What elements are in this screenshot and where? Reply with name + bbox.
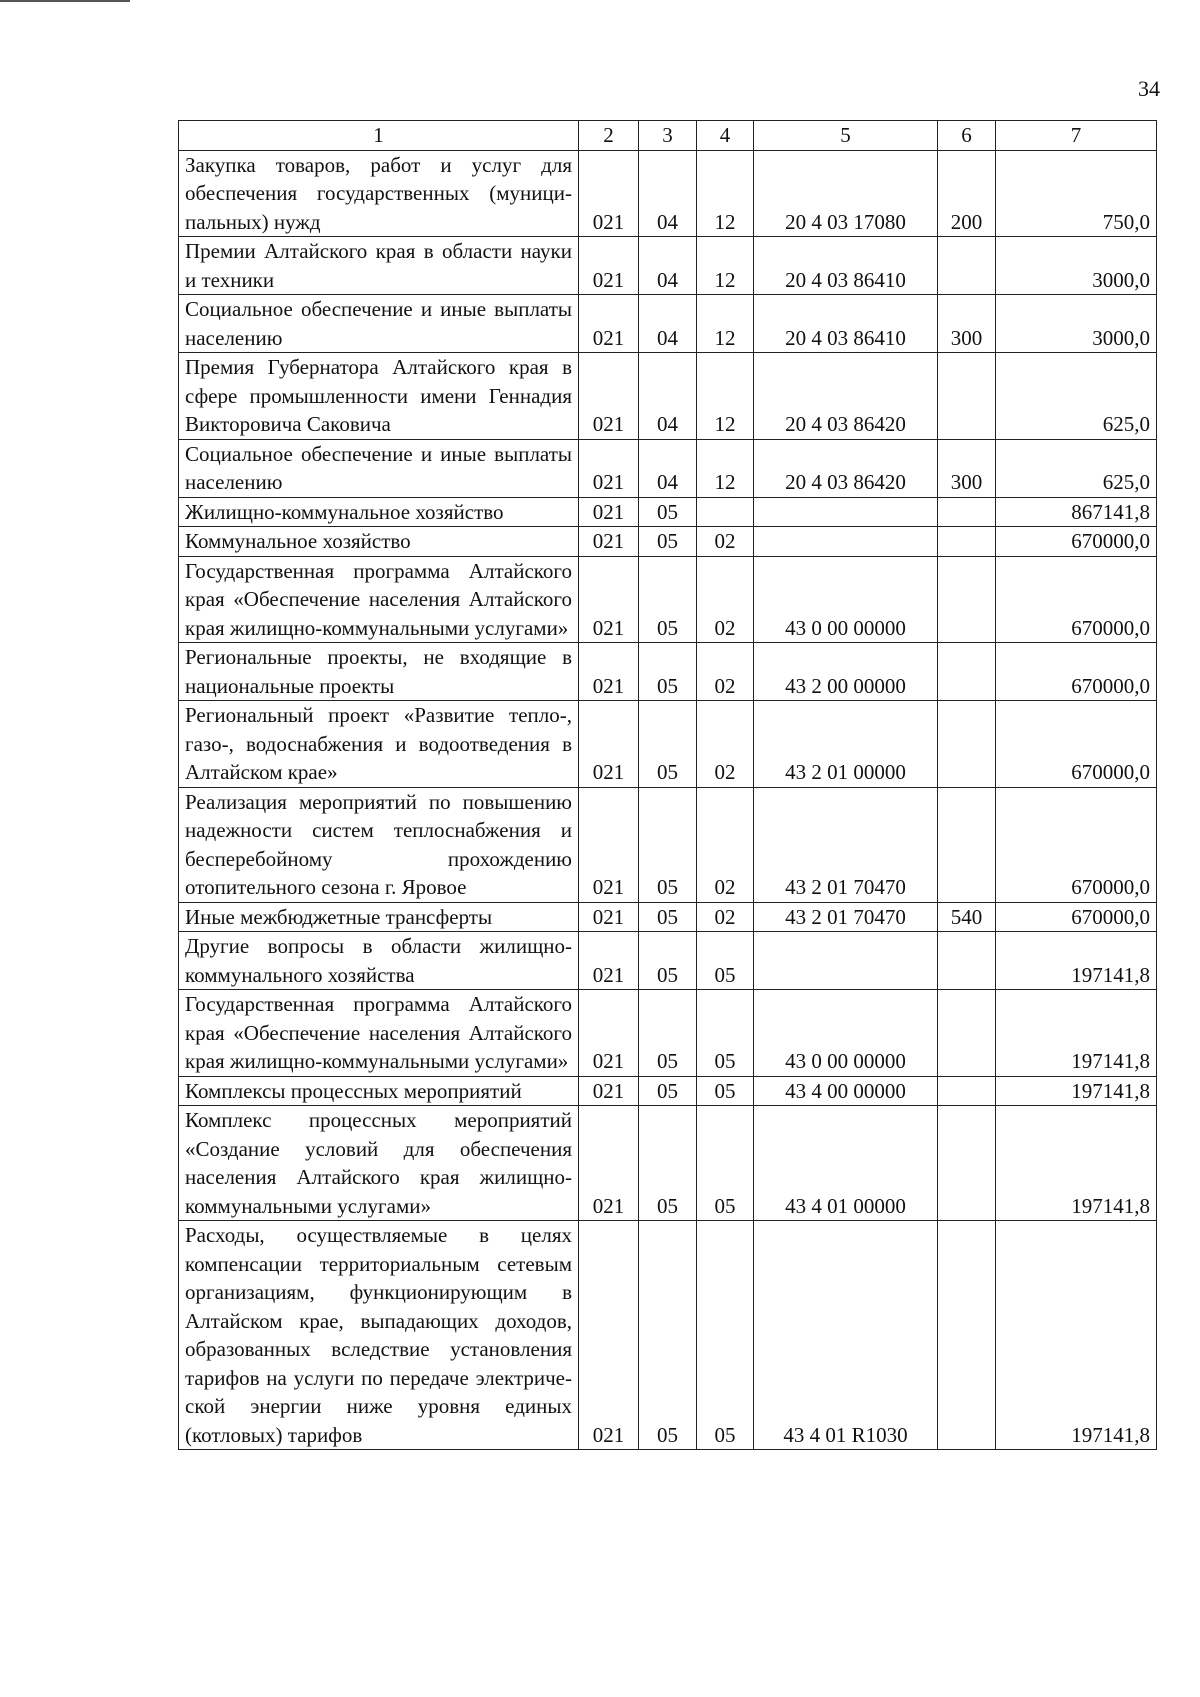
row-target-code-cell: 20 4 03 17080 (754, 150, 938, 237)
row-section-cell: 05 (639, 787, 697, 902)
row-amount-cell: 625,0 (996, 439, 1157, 497)
row-amount-cell: 670000,0 (996, 902, 1157, 932)
row-amount-cell: 625,0 (996, 353, 1157, 440)
table-row (179, 556, 1157, 643)
header-cell-6: 6 (938, 121, 996, 151)
table-header (179, 121, 1157, 151)
row-target-code-cell: 20 4 03 86420 (754, 353, 938, 440)
row-ministry-cell: 021 (579, 902, 639, 932)
row-amount-cell: 750,0 (996, 150, 1157, 237)
row-name-cell: Комплексы процессных мероприятий (179, 1076, 579, 1106)
row-section-cell: 05 (639, 990, 697, 1077)
row-name-cell: Закупка товаров, работ и услуг для обеспечения государственных (муниципальных) нужд (179, 150, 579, 237)
row-expense-type-cell (938, 1221, 996, 1450)
row-section-cell: 05 (639, 701, 697, 788)
row-amount-cell: 670000,0 (996, 787, 1157, 902)
row-subsection-cell: 05 (697, 1106, 754, 1221)
row-subsection-cell: 02 (697, 902, 754, 932)
row-target-code-cell: 43 0 00 00000 (754, 990, 938, 1077)
row-ministry-cell: 021 (579, 787, 639, 902)
header-cell-4: 4 (697, 121, 754, 151)
row-target-code-cell: 43 0 00 00000 (754, 556, 938, 643)
row-section-cell: 04 (639, 353, 697, 440)
budget-table (178, 120, 1157, 1450)
row-amount-cell: 670000,0 (996, 527, 1157, 557)
row-expense-type-cell: 200 (938, 150, 996, 237)
row-amount-cell: 3000,0 (996, 237, 1157, 295)
row-ministry-cell: 021 (579, 295, 639, 353)
row-target-code-cell (754, 497, 938, 527)
row-name-cell: Коммунальное хозяйство (179, 527, 579, 557)
table-row (179, 990, 1157, 1077)
row-amount-cell: 867141,8 (996, 497, 1157, 527)
row-name-cell: Региональный проект «Развитие тепло-, газо-, водоснабжения и водоотведения в Алтайском крае» (179, 701, 579, 788)
header-cell-1: 1 (179, 121, 579, 151)
row-target-code-cell: 43 4 00 00000 (754, 1076, 938, 1106)
row-name-cell: Другие вопросы в области жилищно-коммунального хозяйства (179, 932, 579, 990)
table-row (179, 1106, 1157, 1221)
row-target-code-cell: 43 4 01 00000 (754, 1106, 938, 1221)
row-ministry-cell: 021 (579, 439, 639, 497)
row-name-cell: Государственная программа Алтайского края «Обеспечение населения Алтайского края жилищно-коммунальными услугами» (179, 556, 579, 643)
row-name-cell: Комплекс процессных мероприятий «Создание условий для обеспечения населения Алтайского края жилищно-коммунальными услугами» (179, 1106, 579, 1221)
row-name-cell: Иные межбюджетные трансферты (179, 902, 579, 932)
row-subsection-cell: 02 (697, 643, 754, 701)
row-ministry-cell: 021 (579, 701, 639, 788)
row-target-code-cell: 20 4 03 86410 (754, 237, 938, 295)
row-ministry-cell: 021 (579, 556, 639, 643)
row-subsection-cell: 02 (697, 527, 754, 557)
row-amount-cell: 197141,8 (996, 1076, 1157, 1106)
row-ministry-cell: 021 (579, 643, 639, 701)
row-target-code-cell: 43 2 00 00000 (754, 643, 938, 701)
row-amount-cell: 670000,0 (996, 701, 1157, 788)
row-amount-cell: 197141,8 (996, 1221, 1157, 1450)
row-expense-type-cell (938, 990, 996, 1077)
row-subsection-cell: 02 (697, 701, 754, 788)
row-target-code-cell (754, 527, 938, 557)
header-row (179, 121, 1157, 151)
table-row (179, 902, 1157, 932)
row-name-cell: Реализация мероприятий по повышению надежности систем теплоснабжения и бесперебойному прохождению отопительного сезона г. Яровое (179, 787, 579, 902)
row-name-cell: Государственная программа Алтайского края «Обеспечение населения Алтайского края жилищно-коммунальными услугами» (179, 990, 579, 1077)
row-subsection-cell (697, 497, 754, 527)
scan-edge-line (0, 0, 130, 2)
row-target-code-cell (754, 932, 938, 990)
row-target-code-cell: 43 2 01 70470 (754, 902, 938, 932)
row-name-cell: Расходы, осуществляемые в целях компенсации территориальным сетевым организациям, функционирующим в Алтайском крае, выпадающих доходов, образованных вследствие установления тарифов на услуги по передаче электрической энергии ниже уровня единых (котловых) тарифов (179, 1221, 579, 1450)
row-section-cell: 05 (639, 556, 697, 643)
row-ministry-cell: 021 (579, 1076, 639, 1106)
row-expense-type-cell (938, 787, 996, 902)
row-ministry-cell: 021 (579, 527, 639, 557)
header-cell-7: 7 (996, 121, 1157, 151)
row-ministry-cell: 021 (579, 497, 639, 527)
row-subsection-cell: 02 (697, 787, 754, 902)
row-section-cell: 05 (639, 902, 697, 932)
row-section-cell: 04 (639, 295, 697, 353)
row-section-cell: 05 (639, 1221, 697, 1450)
row-expense-type-cell (938, 497, 996, 527)
row-name-cell: Премия Губернатора Алтайского края в сфере промышленности имени Геннадия Викторовича Саковича (179, 353, 579, 440)
table-row (179, 497, 1157, 527)
row-subsection-cell: 02 (697, 556, 754, 643)
row-expense-type-cell (938, 353, 996, 440)
row-expense-type-cell (938, 932, 996, 990)
row-subsection-cell: 05 (697, 1221, 754, 1450)
row-amount-cell: 3000,0 (996, 295, 1157, 353)
table-row (179, 701, 1157, 788)
row-subsection-cell: 12 (697, 353, 754, 440)
row-subsection-cell: 12 (697, 150, 754, 237)
table-row (179, 932, 1157, 990)
row-target-code-cell: 43 2 01 00000 (754, 701, 938, 788)
table-row (179, 439, 1157, 497)
row-ministry-cell: 021 (579, 353, 639, 440)
row-section-cell: 04 (639, 237, 697, 295)
row-name-cell: Жилищно-коммунальное хозяйство (179, 497, 579, 527)
table-row (179, 643, 1157, 701)
row-expense-type-cell: 300 (938, 295, 996, 353)
row-subsection-cell: 12 (697, 295, 754, 353)
row-ministry-cell: 021 (579, 150, 639, 237)
row-expense-type-cell (938, 556, 996, 643)
row-expense-type-cell: 540 (938, 902, 996, 932)
row-target-code-cell: 43 2 01 70470 (754, 787, 938, 902)
table-row (179, 353, 1157, 440)
table-row (179, 787, 1157, 902)
row-name-cell: Региональные проекты, не входящие в национальные проекты (179, 643, 579, 701)
table-row (179, 527, 1157, 557)
row-section-cell: 04 (639, 150, 697, 237)
row-expense-type-cell (938, 527, 996, 557)
row-target-code-cell: 43 4 01 R1030 (754, 1221, 938, 1450)
row-subsection-cell: 05 (697, 1076, 754, 1106)
row-target-code-cell: 20 4 03 86420 (754, 439, 938, 497)
row-amount-cell: 197141,8 (996, 990, 1157, 1077)
row-name-cell: Социальное обеспечение и иные выплаты населению (179, 439, 579, 497)
header-cell-3: 3 (639, 121, 697, 151)
header-cell-5: 5 (754, 121, 938, 151)
row-ministry-cell: 021 (579, 1221, 639, 1450)
row-subsection-cell: 05 (697, 932, 754, 990)
table-row (179, 1076, 1157, 1106)
row-section-cell: 05 (639, 643, 697, 701)
row-section-cell: 05 (639, 1076, 697, 1106)
row-expense-type-cell (938, 643, 996, 701)
table-row (179, 237, 1157, 295)
row-expense-type-cell (938, 1106, 996, 1221)
row-amount-cell: 670000,0 (996, 556, 1157, 643)
table-body (179, 150, 1157, 1450)
row-section-cell: 05 (639, 497, 697, 527)
row-expense-type-cell (938, 237, 996, 295)
row-section-cell: 04 (639, 439, 697, 497)
header-cell-2: 2 (579, 121, 639, 151)
row-name-cell: Социальное обеспечение и иные выплаты населению (179, 295, 579, 353)
row-amount-cell: 197141,8 (996, 1106, 1157, 1221)
row-name-cell: Премии Алтайского края в области науки и техники (179, 237, 579, 295)
row-subsection-cell: 12 (697, 439, 754, 497)
row-ministry-cell: 021 (579, 1106, 639, 1221)
row-section-cell: 05 (639, 527, 697, 557)
row-expense-type-cell: 300 (938, 439, 996, 497)
row-subsection-cell: 05 (697, 990, 754, 1077)
page-number: 34 (1138, 76, 1160, 101)
table-row (179, 1221, 1157, 1450)
row-ministry-cell: 021 (579, 990, 639, 1077)
row-amount-cell: 197141,8 (996, 932, 1157, 990)
row-ministry-cell: 021 (579, 932, 639, 990)
row-section-cell: 05 (639, 1106, 697, 1221)
row-subsection-cell: 12 (697, 237, 754, 295)
row-ministry-cell: 021 (579, 237, 639, 295)
row-expense-type-cell (938, 701, 996, 788)
row-target-code-cell: 20 4 03 86410 (754, 295, 938, 353)
table-row (179, 150, 1157, 237)
row-expense-type-cell (938, 1076, 996, 1106)
row-amount-cell: 670000,0 (996, 643, 1157, 701)
row-section-cell: 05 (639, 932, 697, 990)
table-row (179, 295, 1157, 353)
